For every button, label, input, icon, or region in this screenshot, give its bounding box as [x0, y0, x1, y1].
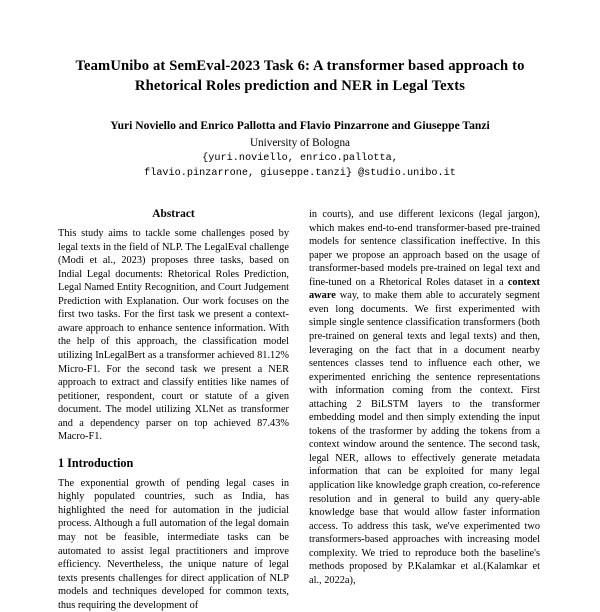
abstract-heading: Abstract: [152, 208, 195, 221]
right-column-paragraph: [309, 208, 540, 587]
page-title: TeamUnibo at SemEval-2023 Task 6: A transformer based approach to Rhetorical Roles prediction and NER in Legal Texts: [75, 58, 525, 95]
section-number: 1: [58, 455, 65, 470]
right-col-emphasis: context aware: [309, 276, 540, 302]
author-list: Yuri Noviello and Enrico Pallotta and Flavio Pinzarrone and Giuseppe Tanzi: [110, 119, 490, 133]
section-heading-introduction: [58, 456, 289, 471]
right-column: [309, 208, 540, 587]
right-col-text-part-2: way, to make them able to accurately segment even long documents. We first experimented with simple single sentence classification transformers (both pre-trained on general texts and legal texts) and then, leveraging on the fact that in a document nearby sentences classes tend to influence each other, we experimented enriching the sentence representations with information coming from the context. First attaching 2 BiLSTM layers to the transformer embedding model and then simply extending the input tokens of the trasformer by adding the tokens from a context window around the sentence. The second task, legal NER, allows to effectively generate metadata information that can be exploited for many legal application like knowledge graph creation, co-reference resolution and in general to build any query-able knowledge base that would allow faster information access. To address this task, we've experimented two transformers-based approaches with increasing model complexity. We tried to reproduce both the baseline's methods proposed by P.Kalamkar et al.(Kalamkar et al., 2022a),: [309, 290, 540, 586]
two-column-body: [58, 208, 542, 612]
author-emails-line-1: {yuri.noviello, enrico.pallotta,: [202, 153, 398, 165]
section-title: Introduction: [67, 455, 134, 470]
author-emails-line-2: flavio.pinzarrone, giuseppe.tanzi} @studio.unibo.it: [144, 168, 456, 180]
author-emails: [58, 152, 542, 182]
left-column: [58, 208, 289, 612]
abstract-text: This study aims to tackle some challenges posed by legal texts in the field of NLP. The LegalEval challenge (Modi et al., 2023) proposes three tasks, based on Indial Legal documents: Rhetorical Roles Prediction, Legal Named Entity Recognition, and Court Judgement Prediction with Explanation. Our work focuses on the first two tasks. For the first task we present a context-aware approach to enhance sentence information. With the help of this approach, the classification model utilizing InLegalBert as a transformer achieved 81.12% Micro-F1. For the second task we present a NER approach to extract and classify entities like names of petitioner, respondent, court or statute of a given document. The model utilizing XLNet as transformer and a dependency parser on top achieved 87.43% Macro-F1.: [58, 228, 289, 443]
right-col-text-part-1: in courts), and use different lexicons (legal jargon), which makes end-to-end transformer-based pre-trained models for sentence classification ineffective. In this paper we propose an approach based on the usage of transformer-based models pre-trained on legal text and fine-tuned on a Rhetorical Roles dataset in a: [309, 209, 540, 288]
affiliation: University of Bologna: [249, 137, 351, 150]
introduction-paragraph: The exponential growth of pending legal cases in highly populated countries, such as India, has highlighted the need for automation in the judicial process. Although a full automation of the legal domain may not be feasible, intermediate tasks can be automated to assist legal practitioners and improve efficiency. Nevertheless, the unique nature of legal texts presents challenges for direct application of NLP models and techniques developed for common texts, thus requiring the development of: [58, 477, 289, 611]
